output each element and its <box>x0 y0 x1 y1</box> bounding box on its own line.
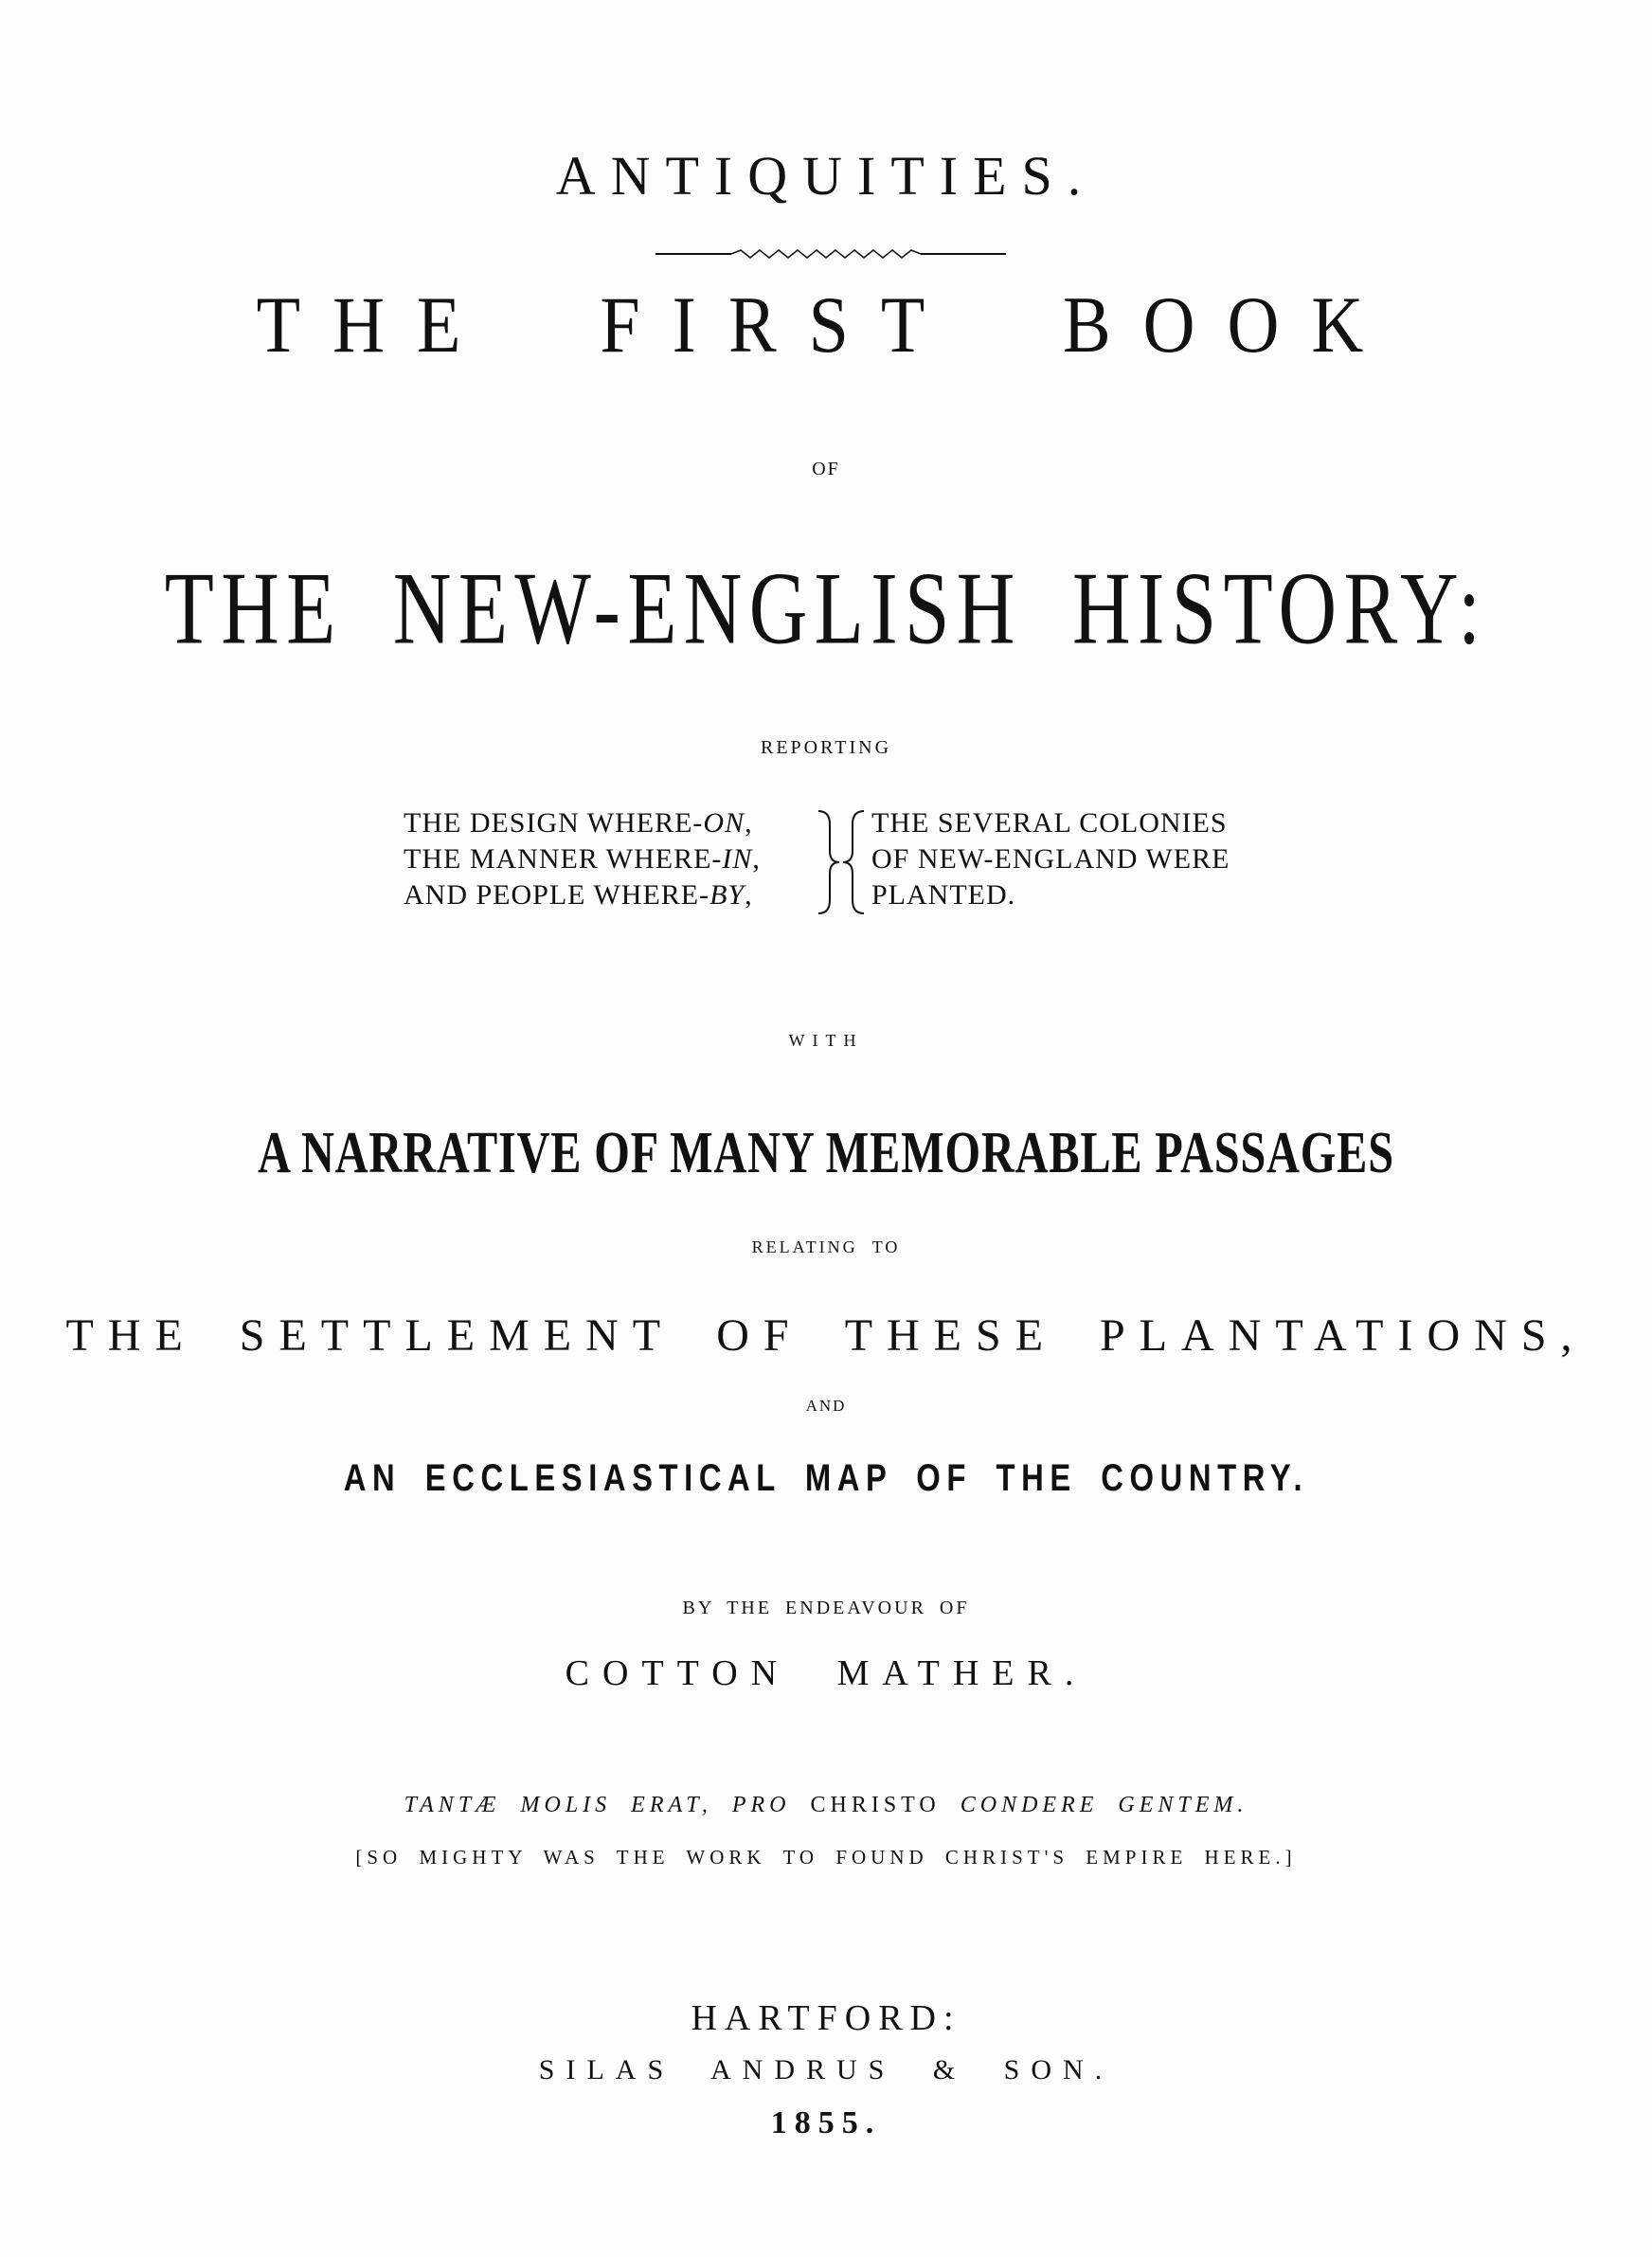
imprint-publisher: SILAS ANDRUS & SON. <box>538 2054 1114 2085</box>
motto-translation: [SO MIGHTY WAS THE WORK TO FOUND CHRIST'S EMPIRE HERE.] <box>355 1846 1297 1869</box>
endeavour-label: BY THE ENDEAVOUR OF <box>682 1598 970 1618</box>
map-heading: AN ECCLESIASTICAL MAP OF THE COUNTRY. <box>343 1457 1309 1499</box>
narrative-heading: A NARRATIVE OF MANY MEMORABLE PASSAGES <box>258 1121 1394 1185</box>
right-line-3: PLANTED. <box>871 879 1016 911</box>
left-line-1: THE DESIGN WHERE-ON, <box>404 807 753 839</box>
relating-label: RELATING TO <box>751 1237 901 1256</box>
first-book-heading: THE FIRST BOOK <box>256 280 1396 370</box>
with-label: WITH <box>788 1031 864 1050</box>
left-bracket-column <box>404 805 811 913</box>
left-line-2: THE MANNER WHERE-IN, <box>404 843 761 875</box>
antiquities-heading: ANTIQUITIES. <box>555 145 1097 207</box>
right-line-1: THE SEVERAL COLONIES <box>871 807 1228 839</box>
settlement-heading: THE SETTLEMENT OF THESE PLANTATIONS, <box>65 1310 1587 1361</box>
and-label: AND <box>805 1397 847 1415</box>
latin-motto: TANTÆ MOLIS ERAT, PRO CHRISTO CONDERE GENTEM. <box>404 1793 1248 1817</box>
imprint-year: 1855. <box>770 2105 882 2140</box>
right-bracket-column <box>871 805 1279 913</box>
left-line-3: AND PEOPLE WHERE-BY, <box>404 879 753 911</box>
right-line-2: OF NEW-ENGLAND WERE <box>871 843 1230 875</box>
reporting-label: REPORTING <box>760 737 892 758</box>
imprint-city: HARTFORD: <box>691 1998 961 2038</box>
decorative-rule <box>655 248 1006 260</box>
author-name: COTTON MATHER. <box>565 1653 1087 1693</box>
bracketed-subject-block <box>0 805 1652 919</box>
of-label: OF <box>812 459 840 479</box>
double-brace-icon <box>811 805 871 919</box>
history-title: THE NEW-ENGLISH HISTORY: <box>164 551 1488 666</box>
